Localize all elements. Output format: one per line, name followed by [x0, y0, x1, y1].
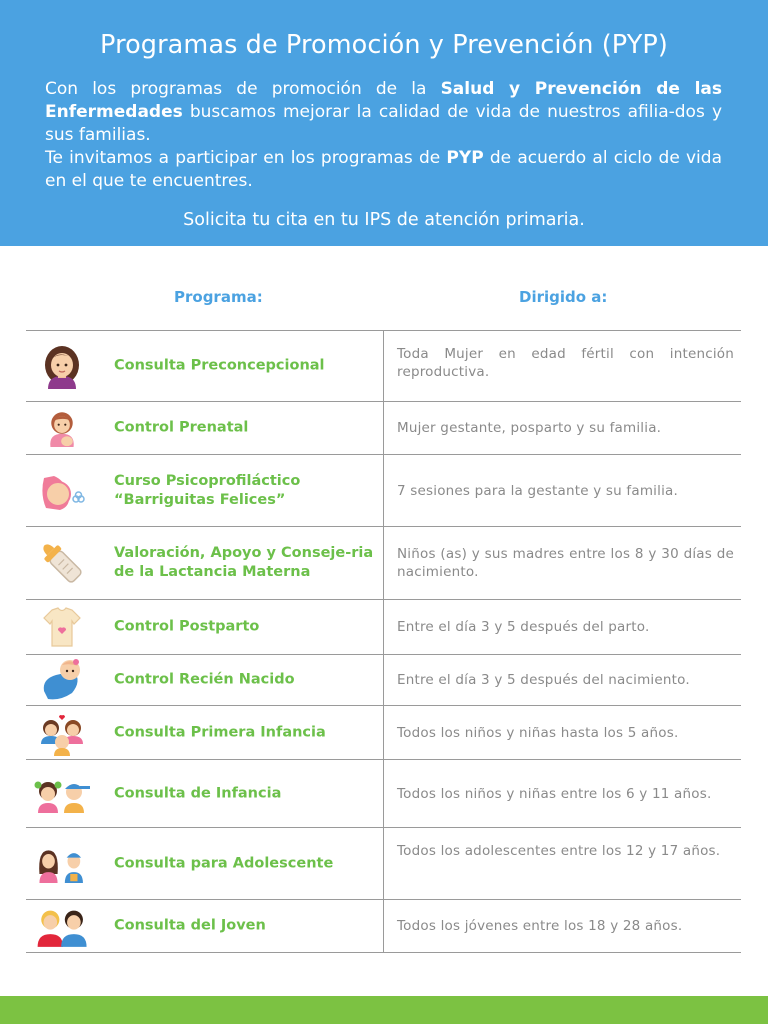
program-target: Entre el día 3 y 5 después del nacimiento. [397, 672, 690, 688]
table-row [26, 760, 741, 828]
intro-highlight: Salud y Prevención de las Enfermedades [45, 79, 722, 122]
intro-highlight: PYP [446, 148, 484, 168]
page-title: Programas de Promoción y Prevención (PYP) [100, 30, 668, 60]
program-name: Curso Psicoprofiláctico “Barriguitas Felices” [114, 472, 301, 508]
program-name: Consulta de Infancia [114, 785, 282, 801]
family-icon [38, 710, 86, 756]
column-divider [383, 900, 384, 952]
table-row [26, 828, 741, 900]
call-to-action: Solicita tu cita en tu IPS de atención primaria. [183, 210, 585, 230]
newborn-baby-icon [38, 657, 86, 703]
hero-banner [0, 0, 768, 246]
program-name: Consulta Preconcepcional [114, 357, 325, 374]
program-name: Consulta del Joven [114, 917, 266, 934]
program-name: Consulta Primera Infancia [114, 724, 326, 740]
program-target: Todos los niños y niñas hasta los 5 años. [397, 724, 679, 741]
column-divider [383, 402, 384, 454]
footer-bar [0, 996, 768, 1024]
baby-onesie-icon [38, 604, 86, 650]
table-row [26, 527, 741, 600]
program-target: Mujer gestante, posparto y su familia. [397, 420, 662, 436]
programs-table [26, 330, 741, 953]
table-row [26, 331, 741, 402]
column-divider [383, 331, 384, 401]
program-target: Todos los niños y niñas entre los 6 y 11 años. [397, 785, 712, 802]
program-name: Consulta para Adolescente [114, 855, 334, 871]
column-header-target: Dirigido a: [519, 288, 608, 306]
table-row [26, 455, 741, 527]
program-name: Control Postparto [114, 618, 260, 635]
program-name: Valoración, Apoyo y Conseje-ria de la Lactancia Materna [114, 545, 374, 580]
intro-text-part: Con los programas de promoción de la [45, 79, 441, 99]
table-row [26, 706, 741, 760]
table-row [26, 402, 741, 455]
intro-text [45, 78, 722, 193]
program-target: Niños (as) y sus madres entre los 8 y 30 días de nacimiento. [397, 546, 734, 580]
woman-icon [38, 343, 86, 389]
column-divider [383, 706, 384, 759]
column-divider [383, 760, 384, 827]
intro-text-part: de acuerdo al ciclo de vida en el que te encuentres. [45, 148, 722, 191]
program-name: Control Prenatal [114, 419, 249, 436]
column-divider [383, 828, 384, 899]
program-target: Toda Mujer en edad fértil con intención reproductiva. [397, 346, 734, 380]
children-icon [30, 771, 94, 817]
program-target: Todos los adolescentes entre los 12 y 17 años. [397, 843, 721, 859]
intro-text-part: buscamos mejorar la calidad de vida de nuestros afilia-dos y sus familias. [45, 102, 722, 145]
pregnant-woman-icon [42, 409, 82, 447]
table-row [26, 600, 741, 655]
column-divider [383, 527, 384, 599]
program-name: Control Recién Nacido [114, 671, 295, 688]
baby-bottle-icon [38, 540, 86, 586]
program-target: Todos los jóvenes entre los 18 y 28 años. [397, 918, 683, 934]
pregnant-belly-icon [38, 468, 86, 514]
column-divider [383, 455, 384, 526]
program-target: Entre el día 3 y 5 después del parto. [397, 619, 650, 635]
young-people-icon [34, 903, 92, 949]
column-divider [383, 655, 384, 705]
adolescents-icon [34, 841, 92, 887]
column-header-program: Programa: [174, 288, 263, 306]
table-row [26, 900, 741, 953]
program-target: 7 sesiones para la gestante y su familia. [397, 482, 678, 499]
column-divider [383, 600, 384, 654]
intro-text-part: Te invitamos a participar en los programas de [45, 148, 447, 168]
table-row [26, 655, 741, 706]
